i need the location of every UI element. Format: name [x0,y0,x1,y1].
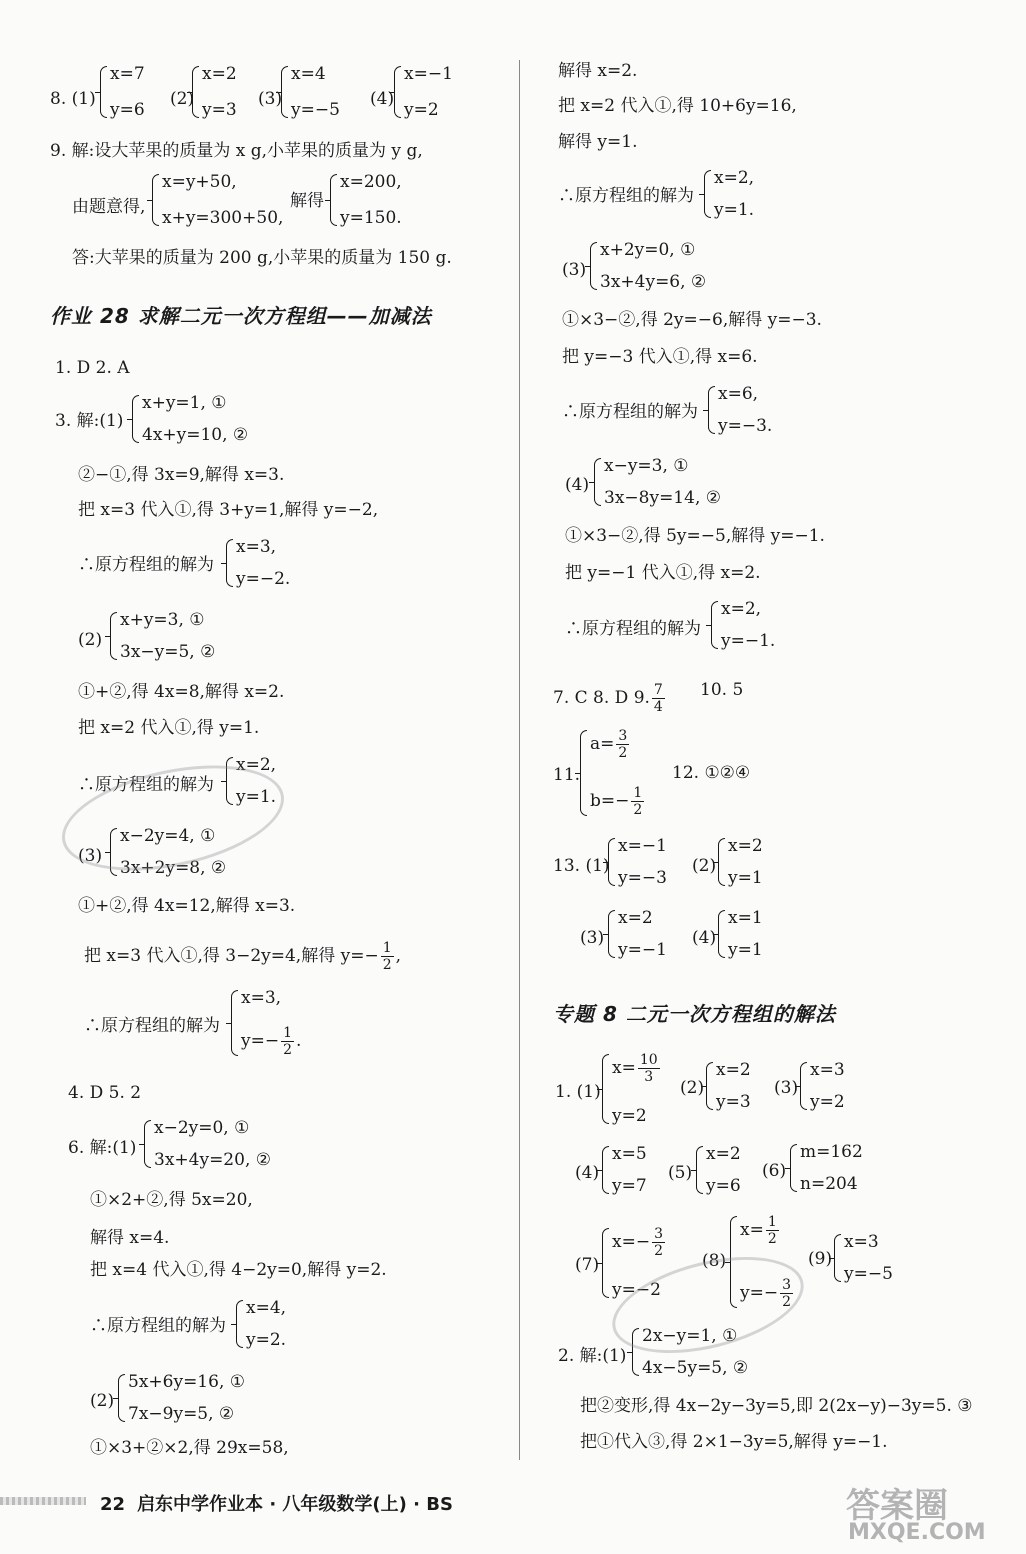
r-line-5: 把 y=−3 代入①,得 x=6. [562,347,758,367]
r-result-1-label: ∴原方程组的解为 [558,186,694,206]
r-line-6: ①×3−②,得 5y=−5,解得 y=−1. [565,526,825,546]
r-q7-9: 7. C 8. D 9. $\frac{7}{4}$ [553,682,663,715]
q3-label: 3. 解:(1) [55,411,124,431]
q3-result-2: x=2, y=1. [226,755,306,807]
q3-step-6: 把 x=3 代入①,得 3−2y=4,解得 y=− $\frac{1}{2}$ , [84,940,402,973]
q9-system: x=y+50, x+y=300+50, [152,172,282,228]
t1-system-8: x= $\frac{1}{2}$ y=− $\frac{3}{2}$ [730,1214,810,1310]
q3-step-4: 把 x=2 代入①,得 y=1. [78,718,260,738]
r-q13-system-2: x=2 y=1 [718,836,788,888]
t1-system-4: x=5 y=7 [602,1144,667,1196]
r-q13-p4: (4) [692,928,717,948]
r-p3: (3) [562,260,587,280]
q3-step-2: 把 x=3 代入①,得 3+y=1,解得 y=−2, [78,500,379,520]
t1-p7: (7) [575,1255,600,1275]
barcode-strip [0,1497,86,1505]
t1-p8: (8) [702,1251,727,1271]
q6-system-1: x−2y=0, ① 3x+4y=20, ② [144,1118,314,1170]
r-q12: 12. ①②④ [672,763,751,783]
t1-system-7: x=− $\frac{3}{2}$ y=−2 [602,1226,692,1300]
t1-system-5: x=2 y=6 [696,1144,761,1196]
q9-answer: 答:大苹果的质量为 200 g,小苹果的质量为 150 g. [72,248,452,268]
t1-p3: (3) [774,1078,799,1098]
column-divider [519,60,520,1460]
q6-p2: (2) [90,1391,115,1411]
r-p4: (4) [565,475,590,495]
t1-system-6: m=162 n=204 [790,1142,870,1194]
q3-step-3: ①+②,得 4x=8,解得 x=2. [78,682,285,702]
t1-p2: (2) [680,1078,705,1098]
q1-2-answers: 1. D 2. A [55,358,130,378]
q3-result-3: x=3, y=− $\frac{1}{2}$ . [231,988,331,1058]
q3-step-1: ②−①,得 3x=9,解得 x=3. [78,465,285,485]
r-result-1: x=2, y=1. [704,168,784,220]
r-line-4: ①×3−②,得 2y=−6,解得 y=−3. [562,310,822,330]
t1-label: 1. (1) [555,1082,601,1102]
q6-step-2: 解得 x=4. [90,1228,170,1248]
q8-system-4: x=−1 y=2 [394,64,464,120]
q3-result-3-label: ∴原方程组的解为 [84,1016,220,1036]
r-line-7: 把 y=−1 代入①,得 x=2. [565,563,761,583]
t1-system-9: x=3 y=−5 [834,1232,904,1284]
section-heading-hw28: 作业 28 求解二元一次方程组——加减法 [50,304,432,328]
q9-solved: 解得 [290,191,324,211]
r-line-1: 解得 x=2. [558,61,638,81]
q8-p4: (4) [370,89,395,109]
t1-p5: (5) [668,1163,693,1183]
t1-p9: (9) [808,1249,833,1269]
q4-5-answers: 4. D 5. 2 [68,1083,142,1103]
q9-solution: x=200, y=150. [330,172,410,228]
q8-label: 8. (1) [50,89,96,109]
q3-p3: (3) [78,846,103,866]
q3-result-1: x=3, y=−2. [226,537,306,589]
r-system-4: x−y=3, ① 3x−8y=14, ② [594,456,754,508]
q3-system-3: x−2y=4, ① 3x+2y=8, ② [110,826,280,878]
r-result-3: x=2, y=−1. [711,599,791,651]
r-q11-system: a= $\frac{3}{2}$ b=− $\frac{1}{2}$ [580,728,660,818]
q6-step-3: 把 x=4 代入①,得 4−2y=0,解得 y=2. [90,1260,387,1280]
r-q13-p2: (2) [692,856,717,876]
q3-system-1: x+y=1, ① 4x+y=10, ② [132,393,292,445]
t1-system-3: x=3 y=2 [800,1060,865,1112]
r-q13-system-1: x=−1 y=−3 [608,836,678,888]
t1-p4: (4) [575,1163,600,1183]
t2-step-2: 把①代入③,得 2×1−3y=5,解得 y=−1. [580,1432,888,1452]
t1-system-1: x= $\frac{10}{3}$ y=2 [602,1052,672,1126]
q6-result-1: x=4, y=2. [236,1298,316,1350]
r-result-2-label: ∴原方程组的解为 [562,402,698,422]
q3-result-2-label: ∴原方程组的解为 [78,775,214,795]
q9-by: 由题意得, [72,197,146,217]
r-q13-system-4: x=1 y=1 [718,908,788,960]
section-heading-topic8: 专题 8 二元一次方程组的解法 [553,1002,836,1026]
t1-p6: (6) [762,1161,787,1181]
r-q11-label: 11. [553,765,581,785]
q8-p2: (2) [170,89,195,109]
q8-p3: (3) [258,89,283,109]
watermark-site-text: MXQE.COM [848,1520,986,1545]
q8-system-1: x=7 y=6 [100,64,160,120]
q6-step-4: ①×3+②×2,得 29x=58, [90,1438,289,1458]
r-result-2: x=6, y=−3. [708,384,788,436]
q6-step-1: ①×2+②,得 5x=20, [90,1190,253,1210]
r-q13-p3: (3) [580,928,605,948]
t2-system: 2x−y=1, ① 4x−5y=5, ② [632,1326,792,1378]
r-result-3-label: ∴原方程组的解为 [565,619,701,639]
t2-label: 2. 解:(1) [558,1346,627,1366]
r-q13-system-3: x=2 y=−1 [608,908,678,960]
t2-step-1: 把②变形,得 4x−2y−3y=5,即 2(2x−y)−3y=5. ③ [580,1396,973,1416]
r-line-2: 把 x=2 代入①,得 10+6y=16, [558,96,797,116]
r-line-3: 解得 y=1. [558,132,638,152]
page-footer [100,1490,453,1516]
r-system-3: x+2y=0, ① 3x+4y=6, ② [590,240,750,292]
q6-label: 6. 解:(1) [68,1138,137,1158]
q8-system-2: x=2 y=3 [192,64,252,120]
q3-step-5: ①+②,得 4x=12,解得 x=3. [78,896,296,916]
r-q10: 10. 5 [700,680,744,700]
t1-system-2: x=2 y=3 [706,1060,771,1112]
r-q13-label: 13. (1) [553,856,610,876]
q6-system-2: 5x+6y=16, ① 7x−9y=5, ② [118,1372,278,1424]
q3-system-2: x+y=3, ① 3x−y=5, ② [110,610,260,662]
q8-system-3: x=4 y=−5 [281,64,351,120]
book-title: 启东中学作业本 · 八年级数学(上) · BS [137,1494,453,1515]
q3-result-1-label: ∴原方程组的解为 [78,555,214,575]
watermark-logo-text: 答案圈 [846,1486,948,1526]
page-number: 22 [100,1494,126,1515]
q6-result-1-label: ∴原方程组的解为 [90,1316,226,1336]
q9-intro: 9. 解:设大苹果的质量为 x g,小苹果的质量为 y g, [50,141,423,161]
q3-p2: (2) [78,630,103,650]
